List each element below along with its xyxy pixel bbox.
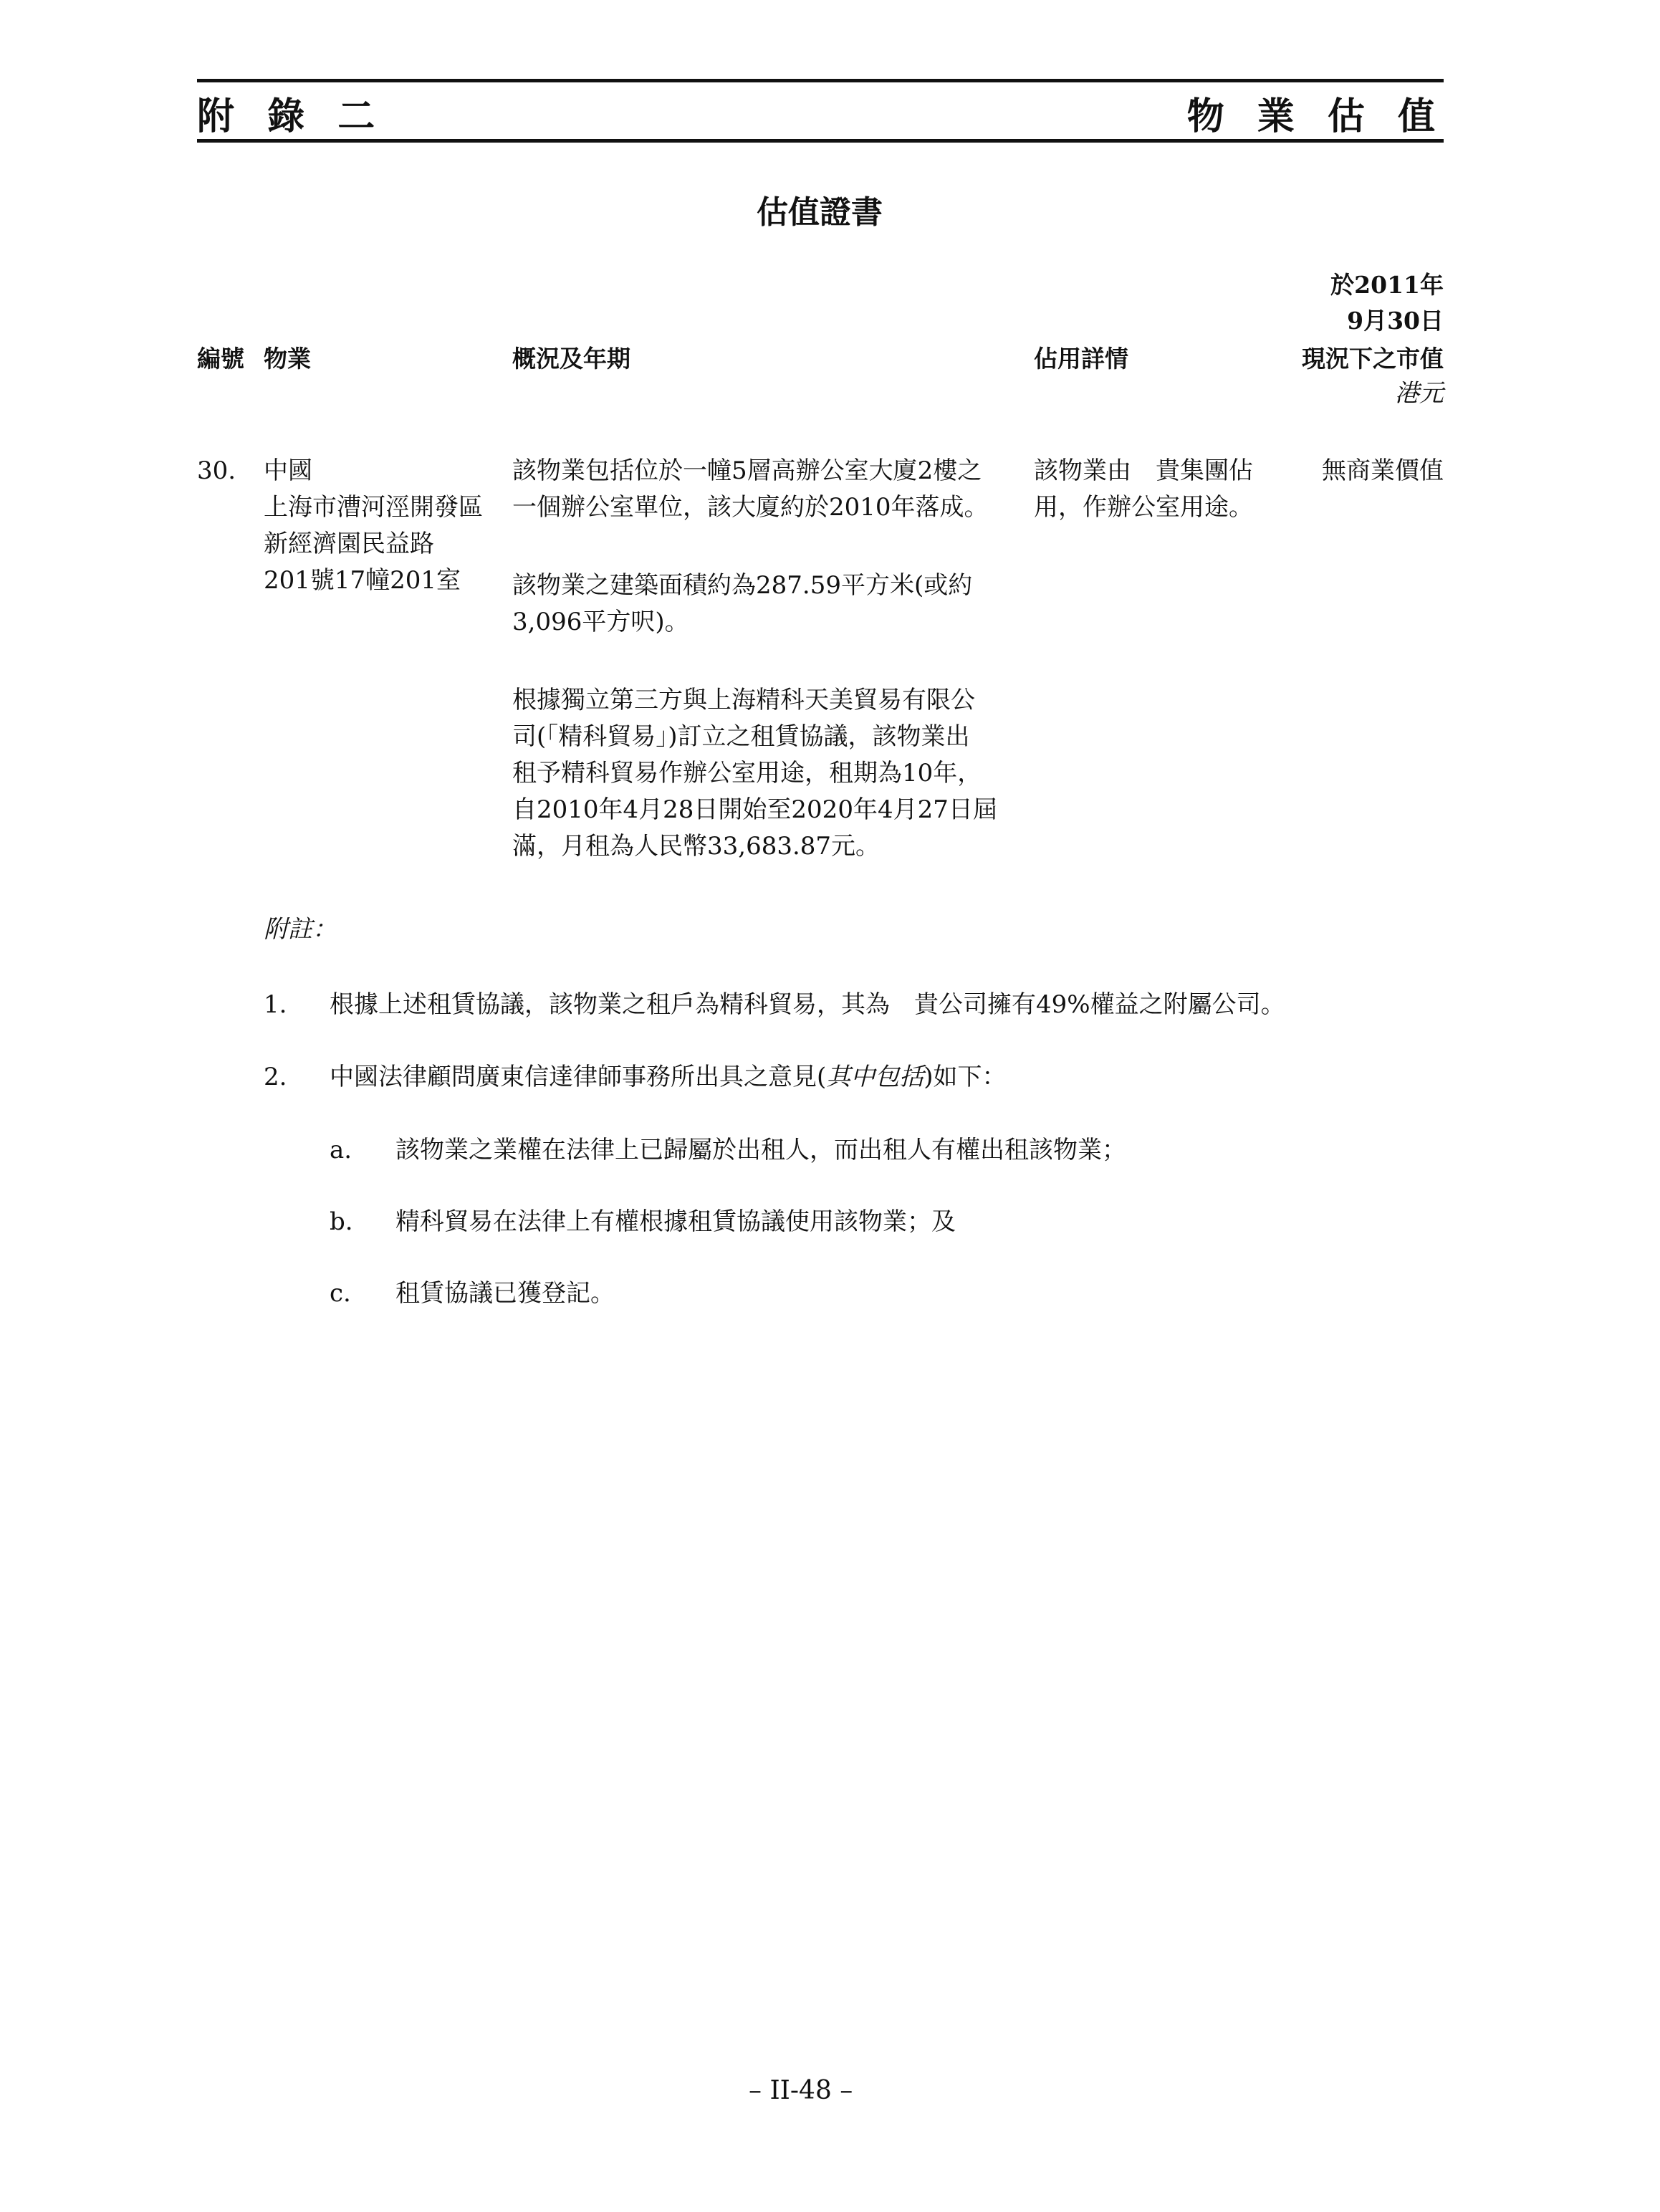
column-header-occupancy: 佔用詳情 <box>1034 345 1128 373</box>
column-header-property: 物業 <box>264 345 311 373</box>
description-line: 3,096平方呎)。 <box>512 608 689 636</box>
subnote-letter: c. <box>330 1279 351 1308</box>
note-text-italic: 其中包括 <box>826 1063 924 1091</box>
note-number: 2. <box>264 1063 287 1091</box>
header-top-rule <box>197 79 1444 82</box>
property-line: 中國 <box>264 456 312 485</box>
description-line: 滿，月租為人民幣33,683.87元。 <box>512 832 881 861</box>
valuation-date-line2: 9月30日 <box>1347 307 1444 335</box>
currency-label: 港元 <box>1395 379 1444 408</box>
description-line: 該物業包括位於一幢5層高辦公室大廈2樓之 <box>512 456 982 485</box>
market-value: 無商業價值 <box>1322 456 1444 485</box>
note-text: 根據上述租賃協議，該物業之租戶為精科貿易，其為 貴公司擁有49%權益之附屬公司。 <box>330 990 1285 1019</box>
subnote-text: 該物業之業權在法律上已歸屬於出租人，而出租人有權出租該物業； <box>395 1136 1126 1164</box>
description-line: 司(「精科貿易」)訂立之租賃協議，該物業出 <box>512 722 970 751</box>
occupancy-line: 用，作辦公室用途。 <box>1034 493 1253 522</box>
notes-heading: 附註： <box>264 915 337 944</box>
description-line: 根據獨立第三方與上海精科天美貿易有限公 <box>512 686 975 714</box>
header-right: 物 業 估 值 <box>1186 95 1445 138</box>
valuation-date-line1: 於2011年 <box>1330 271 1444 299</box>
subnote-text: 租賃協議已獲登記。 <box>395 1279 615 1308</box>
subnote-text: 精科貿易在法律上有權根據租賃協議使用該物業；及 <box>395 1207 956 1236</box>
header-left: 附 錄 二 <box>197 95 385 138</box>
property-line: 新經濟園民益路 <box>264 530 434 558</box>
occupancy-line: 該物業由 貴集團佔 <box>1034 456 1253 485</box>
description-paragraph-2 <box>512 568 972 641</box>
description-paragraph-1 <box>512 453 989 526</box>
note-text-after: )如下： <box>923 1063 1007 1091</box>
description-paragraph-3 <box>512 682 997 865</box>
property-line: 201號17幢201室 <box>264 566 461 595</box>
column-header-description: 概況及年期 <box>512 345 630 373</box>
description-line: 租予精科貿易作辦公室用途，租期為10年， <box>512 759 982 787</box>
occupancy-details <box>1034 453 1253 526</box>
note-number: 1. <box>264 990 287 1019</box>
property-address <box>264 453 483 599</box>
description-line: 該物業之建築面積約為287.59平方米(或約 <box>512 571 973 600</box>
subnote-letter: b. <box>330 1207 353 1236</box>
property-line: 上海市漕河涇開發區 <box>264 493 483 522</box>
page-title: 估值證書 <box>757 194 883 231</box>
column-header-value: 現況下之市值 <box>1302 345 1444 373</box>
column-header-no: 編號 <box>197 345 244 373</box>
subnote-letter: a. <box>330 1136 352 1164</box>
page-number: – II-48 – <box>749 2076 853 2105</box>
description-line: 一個辦公室單位，該大廈約於2010年落成。 <box>512 493 989 522</box>
row-number: 30. <box>197 456 236 485</box>
note-text-before: 中國法律顧問廣東信達律師事務所出具之意見( <box>330 1063 827 1091</box>
description-line: 自2010年4月28日開始至2020年4月27日屆 <box>512 795 997 824</box>
note-text <box>330 1059 1007 1096</box>
